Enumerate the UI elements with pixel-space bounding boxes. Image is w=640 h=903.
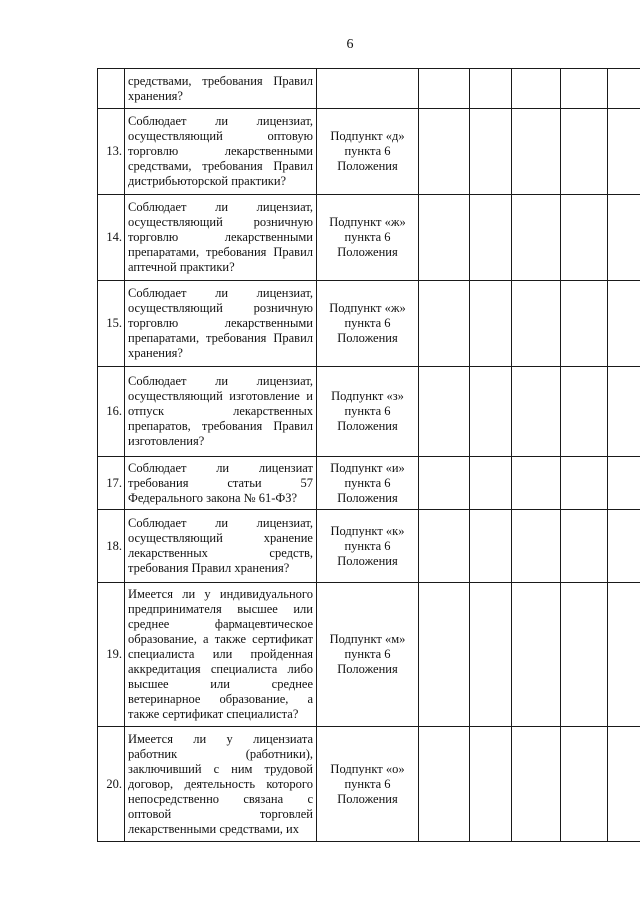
reference-line: Положения xyxy=(337,419,398,433)
question-cell xyxy=(125,510,317,583)
reference-line: Положения xyxy=(337,159,398,173)
question-line: препаратами, требования Правил xyxy=(128,331,313,345)
answer-cell-na xyxy=(512,727,561,842)
answer-cell-no xyxy=(470,727,512,842)
question-cell xyxy=(125,109,317,195)
answer-cell-extra xyxy=(561,69,608,109)
question-cell xyxy=(125,195,317,281)
question-line: образование, а также сертификат xyxy=(128,632,313,646)
question-line: лекарственными средствами, их xyxy=(128,821,299,836)
reference-cell xyxy=(317,281,419,367)
reference-line: Положения xyxy=(337,331,398,345)
answer-cell-na xyxy=(512,195,561,281)
reference-line: Положения xyxy=(337,662,398,676)
answer-cell-na xyxy=(512,69,561,109)
question-line: Соблюдает ли лицензиат, xyxy=(128,374,313,388)
answer-cell-no xyxy=(470,367,512,457)
answer-cell-na xyxy=(512,583,561,727)
reference-line: Подпункт «д» xyxy=(330,129,405,143)
comment-cell xyxy=(608,457,640,510)
question-line: препаратов, требования Правил xyxy=(128,419,313,433)
question-line: хранения? xyxy=(128,88,183,103)
question-cell xyxy=(125,457,317,510)
row-number: 15. xyxy=(98,281,125,367)
table-row xyxy=(98,69,640,109)
reference-line: Подпункт «и» xyxy=(330,460,405,475)
reference-line: Положения xyxy=(337,553,398,568)
answer-cell-yes xyxy=(419,69,470,109)
question-line: лекарственных средств, xyxy=(128,546,313,560)
question-line: аптечной практики? xyxy=(128,260,235,274)
question-line: средствами, требования Правил xyxy=(128,73,313,88)
question-line: торговлю лекарственными xyxy=(128,230,313,244)
question-line: работник (работники), xyxy=(128,746,313,761)
answer-cell-extra xyxy=(561,727,608,842)
answer-cell-yes xyxy=(419,583,470,727)
question-line: Соблюдает ли лицензиат xyxy=(128,460,313,475)
reference-line: пункта 6 xyxy=(344,538,391,553)
question-line: среднее фармацевтическое xyxy=(128,617,313,631)
answer-cell-no xyxy=(470,583,512,727)
row-number: 14. xyxy=(98,195,125,281)
question-line: также сертификат специалиста? xyxy=(128,707,299,721)
answer-cell-na xyxy=(512,281,561,367)
question-cell xyxy=(125,281,317,367)
reference-cell xyxy=(317,367,419,457)
answer-cell-no xyxy=(470,510,512,583)
question-line: осуществляющий розничную xyxy=(128,301,313,315)
row-number: 13. xyxy=(98,109,125,195)
reference-cell xyxy=(317,69,419,109)
question-cell xyxy=(125,367,317,457)
answer-cell-no xyxy=(470,109,512,195)
question-line: Имеется ли у лицензиата xyxy=(128,731,313,746)
row-number xyxy=(98,69,125,109)
reference-line: Подпункт «з» xyxy=(331,389,404,403)
table-row xyxy=(98,727,640,842)
answer-cell-no xyxy=(470,69,512,109)
question-line: торговлю лекарственными xyxy=(128,316,313,330)
answer-cell-extra xyxy=(561,195,608,281)
comment-cell xyxy=(608,69,640,109)
table-row xyxy=(98,510,640,583)
question-line: Федерального закона № 61-ФЗ? xyxy=(128,490,298,505)
table-row xyxy=(98,109,640,195)
question-line: Соблюдает ли лицензиат, xyxy=(128,516,313,530)
reference-cell xyxy=(317,109,419,195)
question-line: Соблюдает ли лицензиат, xyxy=(128,200,313,214)
question-line: ветеринарное образование, а xyxy=(128,692,313,706)
reference-line: Подпункт «к» xyxy=(330,523,405,538)
question-cell xyxy=(125,69,317,109)
answer-cell-yes xyxy=(419,510,470,583)
question-line: торговлю лекарственными xyxy=(128,144,313,158)
comment-cell xyxy=(608,510,640,583)
answer-cell-yes xyxy=(419,195,470,281)
answer-cell-no xyxy=(470,457,512,510)
question-line: осуществляющий изготовление и xyxy=(128,389,313,403)
question-line: заключивший с ним трудовой xyxy=(128,761,313,776)
reference-line: Подпункт «ж» xyxy=(329,215,406,229)
reference-cell xyxy=(317,510,419,583)
table-row xyxy=(98,281,640,367)
reference-line: пункта 6 xyxy=(344,776,391,791)
question-line: средствами, требования Правил xyxy=(128,159,313,173)
answer-cell-extra xyxy=(561,510,608,583)
comment-cell xyxy=(608,367,640,457)
reference-cell xyxy=(317,583,419,727)
reference-line: пункта 6 xyxy=(344,144,391,158)
question-line: высшее или среднее xyxy=(128,677,313,691)
answer-cell-extra xyxy=(561,367,608,457)
question-line: хранения? xyxy=(128,346,183,360)
reference-line: Подпункт «м» xyxy=(329,632,406,646)
row-number: 16. xyxy=(98,367,125,457)
question-line: изготовления? xyxy=(128,434,205,448)
reference-line: пункта 6 xyxy=(344,316,391,330)
question-line: дистрибьюторской практики? xyxy=(128,174,287,188)
reference-line: пункта 6 xyxy=(344,230,391,244)
question-line: осуществляющий оптовую xyxy=(128,129,313,143)
reference-line: пункта 6 xyxy=(344,647,391,661)
reference-line: пункта 6 xyxy=(344,475,391,490)
row-number: 18. xyxy=(98,510,125,583)
reference-line: Подпункт «о» xyxy=(330,761,405,776)
answer-cell-na xyxy=(512,510,561,583)
answer-cell-yes xyxy=(419,727,470,842)
reference-line: Положения xyxy=(337,245,398,259)
comment-cell xyxy=(608,281,640,367)
answer-cell-yes xyxy=(419,109,470,195)
answer-cell-na xyxy=(512,109,561,195)
reference-cell xyxy=(317,195,419,281)
question-line: отпуск лекарственных xyxy=(128,404,313,418)
table-row xyxy=(98,195,640,281)
answer-cell-na xyxy=(512,457,561,510)
question-cell xyxy=(125,583,317,727)
question-line: договор, деятельность которого xyxy=(128,776,313,791)
answer-cell-no xyxy=(470,195,512,281)
question-cell xyxy=(125,727,317,842)
answer-cell-extra xyxy=(561,457,608,510)
comment-cell xyxy=(608,727,640,842)
question-line: осуществляющий розничную xyxy=(128,215,313,229)
question-line: непосредственно связана с xyxy=(128,791,313,806)
answer-cell-extra xyxy=(561,109,608,195)
question-line: препаратами, требования Правил xyxy=(128,245,313,259)
page-number: 6 xyxy=(346,37,354,52)
comment-cell xyxy=(608,195,640,281)
table-row xyxy=(98,367,640,457)
comment-cell xyxy=(608,109,640,195)
reference-cell xyxy=(317,727,419,842)
reference-line: Подпункт «ж» xyxy=(329,301,406,315)
question-line: требования статьи 57 xyxy=(128,475,313,490)
answer-cell-yes xyxy=(419,367,470,457)
answer-cell-yes xyxy=(419,457,470,510)
question-line: Имеется ли у индивидуального xyxy=(128,587,313,601)
reference-line: Положения xyxy=(337,791,398,806)
table-row xyxy=(98,457,640,510)
answer-cell-na xyxy=(512,367,561,457)
question-line: Соблюдает ли лицензиат, xyxy=(128,114,313,128)
row-number: 20. xyxy=(98,727,125,842)
checklist-table xyxy=(97,68,640,842)
row-number: 17. xyxy=(98,457,125,510)
answer-cell-yes xyxy=(419,281,470,367)
answer-cell-extra xyxy=(561,583,608,727)
answer-cell-extra xyxy=(561,281,608,367)
question-line: аккредитация специалиста либо xyxy=(128,662,313,676)
reference-cell xyxy=(317,457,419,510)
question-line: Соблюдает ли лицензиат, xyxy=(128,286,313,300)
question-line: специалиста или пройденная xyxy=(128,647,313,661)
question-line: оптовой торговлей xyxy=(128,806,313,821)
reference-line: пункта 6 xyxy=(344,404,391,418)
answer-cell-no xyxy=(470,281,512,367)
question-line: требования Правил хранения? xyxy=(128,561,290,575)
table-row xyxy=(98,583,640,727)
question-line: осуществляющий хранение xyxy=(128,531,313,545)
row-number: 19. xyxy=(98,583,125,727)
comment-cell xyxy=(608,583,640,727)
reference-line: Положения xyxy=(337,490,398,505)
question-line: предпринимателя высшее или xyxy=(128,602,313,616)
